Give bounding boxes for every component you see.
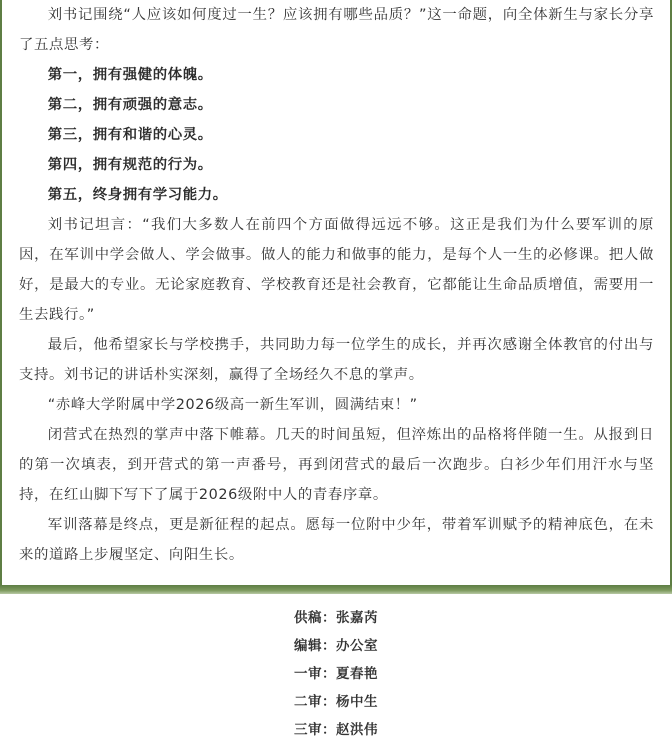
paragraph-conclusion: 军训落幕是终点，更是新征程的起点。愿每一位附中少年，带着军训赋予的精神底色，在未来的道路上步履坚定、向阳生长。 (19, 517, 654, 563)
credits-block (0, 604, 672, 744)
article-body (2, 0, 670, 570)
point-two: 第二，拥有顽强的意志。 (47, 97, 213, 113)
point-one: 第一，拥有强健的体魄。 (47, 67, 213, 83)
point-four: 第四，拥有规范的行为。 (47, 157, 213, 173)
point-three: 第三，拥有和谐的心灵。 (47, 127, 213, 143)
paragraph-announcement: “赤峰大学附属中学2026级高一新生军训，圆满结束！” (47, 397, 418, 413)
credit-editor: 编辑：办公室 (294, 638, 378, 654)
credit-supply: 供稿：张嘉芮 (294, 610, 378, 626)
credit-review-3: 三审：赵洪伟 (294, 722, 378, 738)
paragraph-quote: 刘书记坦言：“我们大多数人在前四个方面做得远远不够。这正是我们为什么要军训的原因，在军训中学会做人、学会做事。做人的能力和做事的能力，是每个人一生的必修课。把人做好，是最大的专业。无论家庭教育、学校教育还是社会教育，它都能让生命品质增值，需要用一生去践行。” (19, 217, 654, 323)
paragraph-ceremony: 闭营式在热烈的掌声中落下帷幕。几天的时间虽短，但淬炼出的品格将伴随一生。从报到日的第一次填表，到开营式的第一声番号，再到闭营式的最后一次跑步。白衫少年们用汗水与坚持，在红山脚下写下了属于2026级附中人的青春序章。 (19, 427, 654, 503)
paragraph-closing-remarks: 最后，他希望家长与学校携手，共同助力每一位学生的成长，并再次感谢全体教官的付出与支持。刘书记的讲话朴实深刻，赢得了全场经久不息的掌声。 (19, 337, 654, 383)
paragraph-intro: 刘书记围绕“人应该如何度过一生？应该拥有哪些品质？”这一命题，向全体新生与家长分享了五点思考： (19, 7, 654, 53)
point-five: 第五，终身拥有学习能力。 (47, 187, 228, 203)
frame-bottom-band (0, 585, 672, 594)
credit-review-2: 二审：杨中生 (294, 694, 378, 710)
credit-review-1: 一审：夏春艳 (294, 666, 378, 682)
